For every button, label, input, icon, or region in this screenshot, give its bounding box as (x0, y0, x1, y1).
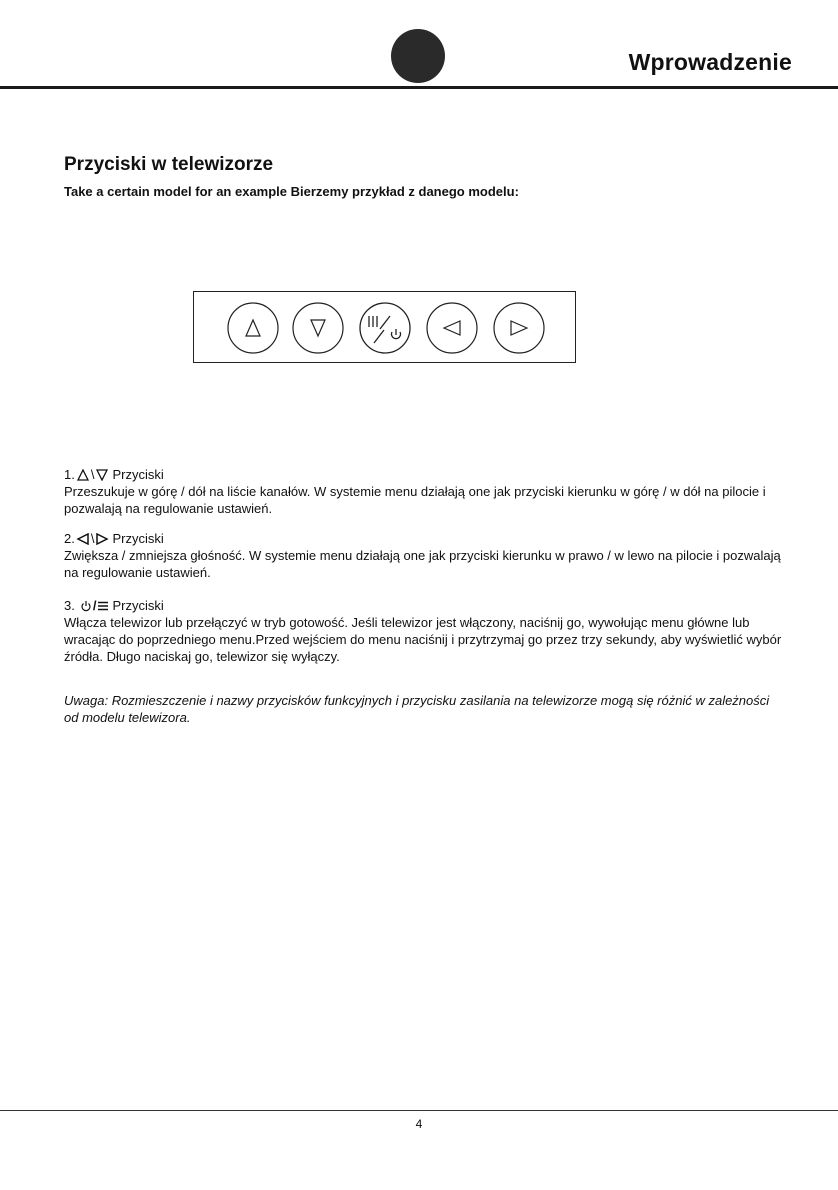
up-arrow-icon (76, 469, 90, 481)
list-item (64, 466, 784, 517)
menu-icon (97, 600, 109, 612)
section-subtitle: Take a certain model for an example Bierzemy przykład z danego modelu: (64, 184, 519, 199)
down-arrow-icon (293, 303, 343, 353)
left-arrow-icon (427, 303, 477, 353)
item-separator: / (92, 598, 97, 613)
item-description: Przeszukuje w górę / dół na liście kanałów. W systemie menu działają one jak przyciski kierunku w górę / w dół na pilocie i pozwalają na regulowanie ustawień. (64, 484, 766, 516)
header-divider (0, 86, 838, 89)
tv-button-panel (193, 291, 576, 363)
item-separator: \ (90, 467, 95, 482)
note: Uwaga: Rozmieszczenie i nazwy przycisków funkcyjnych i przycisku zasilania na telewizorze mogą się różnić w zależności od modelu telewizora. (64, 693, 770, 725)
list-item (64, 597, 784, 665)
item-number: 3. (64, 598, 75, 613)
header-circle-mark (391, 29, 445, 83)
item-description: Włącza telewizor lub przełączyć w tryb gotowość. Jeśli telewizor jest włączony, naciśnij go, wywołując menu główne lub wracając do poprzedniego menu.Przed wejściem do menu naciśnij i przytrzymaj go przez trzy sekundy, aby wyświetlić wybór źródła. Długo naciskaj go, telewizor się wyłączy. (64, 615, 782, 664)
item-separator: \ (90, 531, 95, 546)
item-label: Przyciski (112, 531, 164, 546)
item-label: Przyciski (112, 598, 164, 613)
page-number: 4 (415, 1117, 423, 1131)
footer-divider (0, 1110, 838, 1111)
item-number: 2. (64, 531, 75, 546)
right-arrow-icon (494, 303, 544, 353)
section-title: Przyciski w telewizorze (64, 154, 274, 175)
tv-button-panel-diagram (194, 292, 575, 362)
item-description: Zwiększa / zmniejsza głośność. W systemie menu działają one jak przyciski kierunku w prawo / w lewo na pilocie i pozwalają na regulowanie ustawień. (64, 548, 781, 580)
menu-power-icon (360, 303, 410, 353)
down-arrow-icon (95, 469, 109, 481)
page-header-title: Wprowadzenie (628, 49, 792, 75)
up-arrow-icon (228, 303, 278, 353)
list-item (64, 530, 784, 581)
item-number: 1. (64, 467, 75, 482)
power-icon (80, 600, 92, 612)
left-arrow-icon (76, 533, 90, 545)
item-label: Przyciski (112, 467, 164, 482)
right-arrow-icon (95, 533, 109, 545)
